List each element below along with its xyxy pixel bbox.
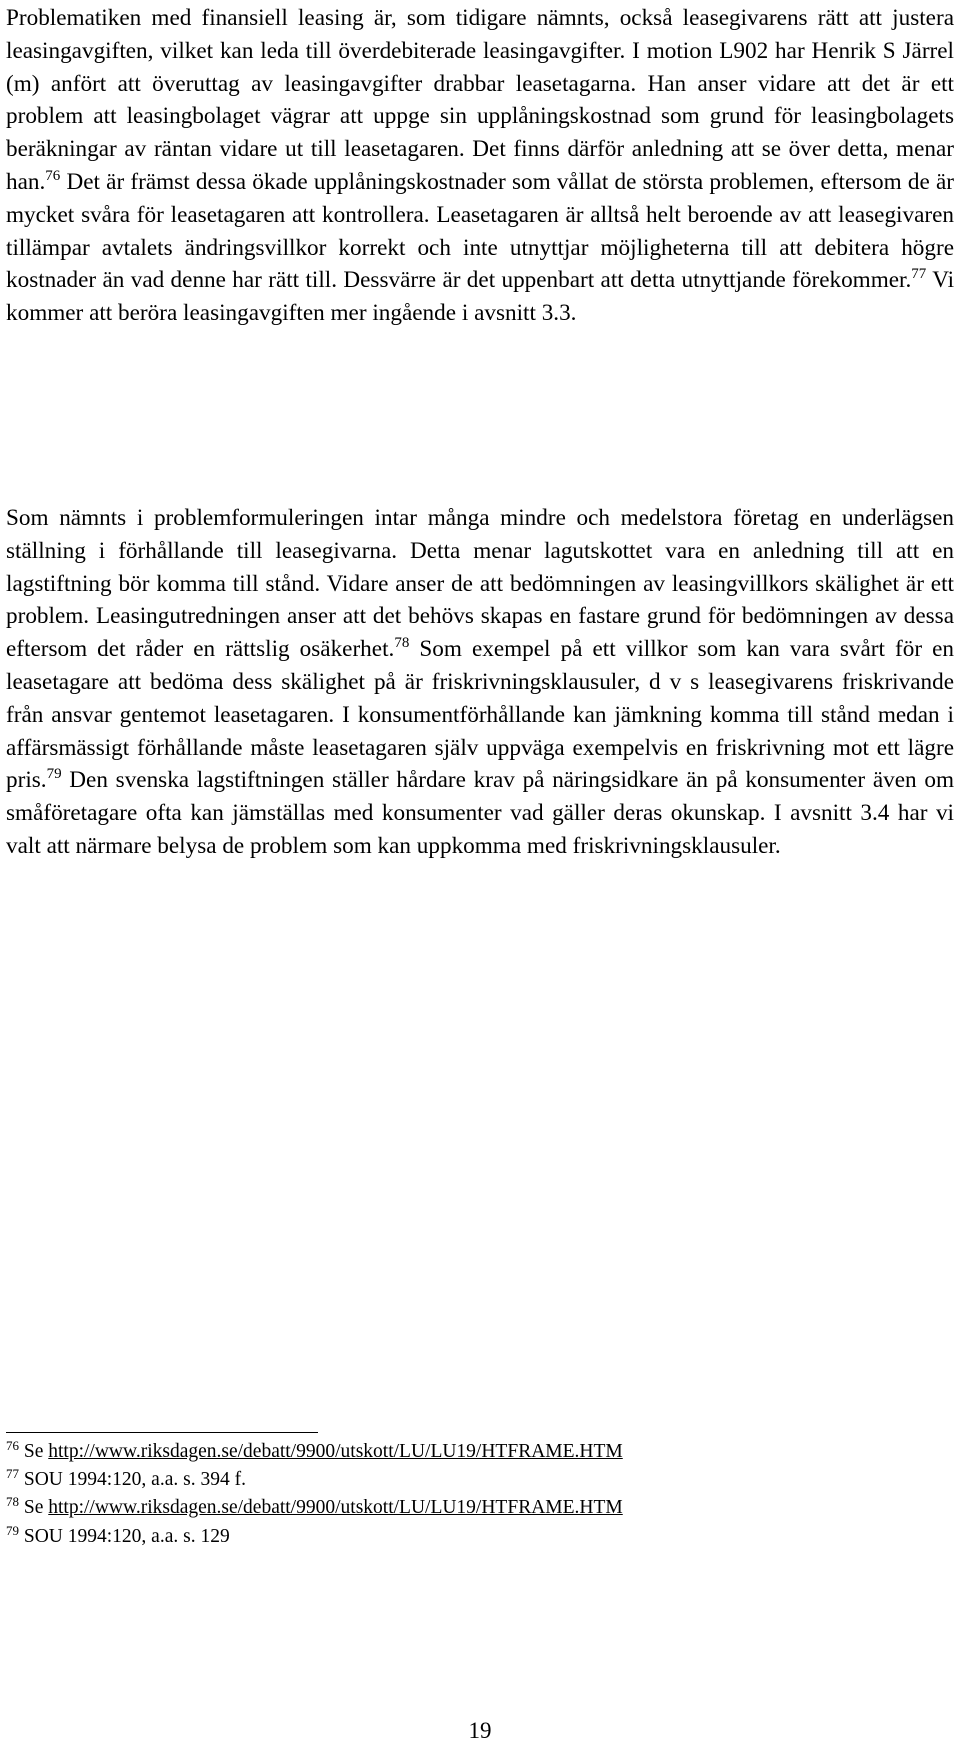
- footnote-number: 76: [6, 1438, 19, 1453]
- footnote-item: [6, 1466, 954, 1494]
- footnote-number: 78: [6, 1494, 19, 1510]
- footnote-prefix: Se: [23, 1497, 49, 1519]
- paragraph-text: Vi kommer att beröra leasingavgiften mer ingående i avsnitt 3.3.: [6, 267, 955, 327]
- page-number: 19: [468, 1718, 492, 1743]
- footnote-separator: [6, 1432, 318, 1433]
- footnote-text: SOU 1994:120, a.a. s. 129: [23, 1525, 230, 1547]
- footnote-number: 79: [6, 1522, 19, 1538]
- body-paragraph-1: [6, 2, 954, 330]
- footnote-reference: 79: [46, 766, 62, 783]
- footnote-text: SOU 1994:120, a.a. s. 394 f.: [23, 1469, 246, 1491]
- body-paragraph-2: [6, 502, 954, 863]
- footnote-item: [6, 1523, 954, 1551]
- paragraph-text: Det är främst dessa ökade upplåningskostnader som vållat de största problemen, eftersom de är mycket svåra för leasetagaren att kontrollera. Leasetagaren är alltså helt beroende av att leasegivaren tillämpar avtalets ändringsvillkor korrekt och inte utnyttjar möjligheterna till att debitera högre kostnader än vad denne har rätt till. Dessvärre är det uppenbart att detta utnyttjande förekommer.: [6, 168, 954, 294]
- footnote-link[interactable]: http://www.riksdagen.se/debatt/9900/utskott/LU/LU19/HTFRAME.HTM: [48, 1497, 623, 1519]
- footnote-reference: 78: [394, 635, 410, 652]
- paragraph-text: Den svenska lagstiftningen ställer hårdare krav på näringsidkare än på konsumenter även om småföretagare ofta kan jämställas med konsumenter vad gäller deras okunskap. I avsnitt 3.4 har vi valt att närmare belysa de problem som kan uppkomma med friskrivningsklausuler.: [6, 767, 954, 859]
- paragraph-text: Som exempel på ett villkor som kan vara svårt för en leasetagare att bedöma dess skälighet på är friskrivningsklausuler, d v s leasegivarens friskrivande från ansvar gentemot leasetagaren. I konsumentförhållande kan jämkning komma till stånd medan i affärsmässigt förhållande måste leasetagaren själv uppväga exempelvis en friskrivning mot ett lägre pris.: [6, 636, 954, 794]
- footnote-reference: 76: [45, 167, 61, 184]
- footnote-prefix: Se: [23, 1441, 49, 1462]
- footnote-item: [6, 1494, 954, 1522]
- paragraph-text: Problematiken med finansiell leasing är, som tidigare nämnts, också leasegivarens rätt att justera leasingavgiften, vilket kan leda till överdebiterade leasingavgifter. I motion L902 har Henrik S Järrel (m) anfört att överuttag av leasingavgifter drabbar leasetagarna. Han anser vidare att det är ett problem att leasingbolaget vägrar att uppge sin upplåningskostnad som grund för leasingbolagets beräkningar av räntan vidare ut till leasetagaren. Det finns därför anledning att se över detta, menar han.: [6, 5, 954, 195]
- footnote-list: [6, 1438, 954, 1551]
- document-page: [6, 0, 954, 1754]
- footnote-item: [6, 1438, 954, 1466]
- footnote-link[interactable]: http://www.riksdagen.se/debatt/9900/utskott/LU/LU19/HTFRAME.HTM: [48, 1441, 623, 1462]
- footnote-reference: 77: [911, 266, 927, 283]
- paragraph-text: Som nämnts i problemformuleringen intar många mindre och medelstora företag en underlägsen ställning i förhållande till leasegivarna. Detta menar lagutskottet vara en anledning till att en lagstiftning bör komma till stånd. Vidare anser de att bedömningen av leasingvillkors skälighet är ett problem. Leasingutredningen anser att det behövs skapas en fastare grund för bedömningen av dessa eftersom det råder en rättslig osäkerhet.: [6, 505, 954, 663]
- footnote-number: 77: [6, 1466, 19, 1482]
